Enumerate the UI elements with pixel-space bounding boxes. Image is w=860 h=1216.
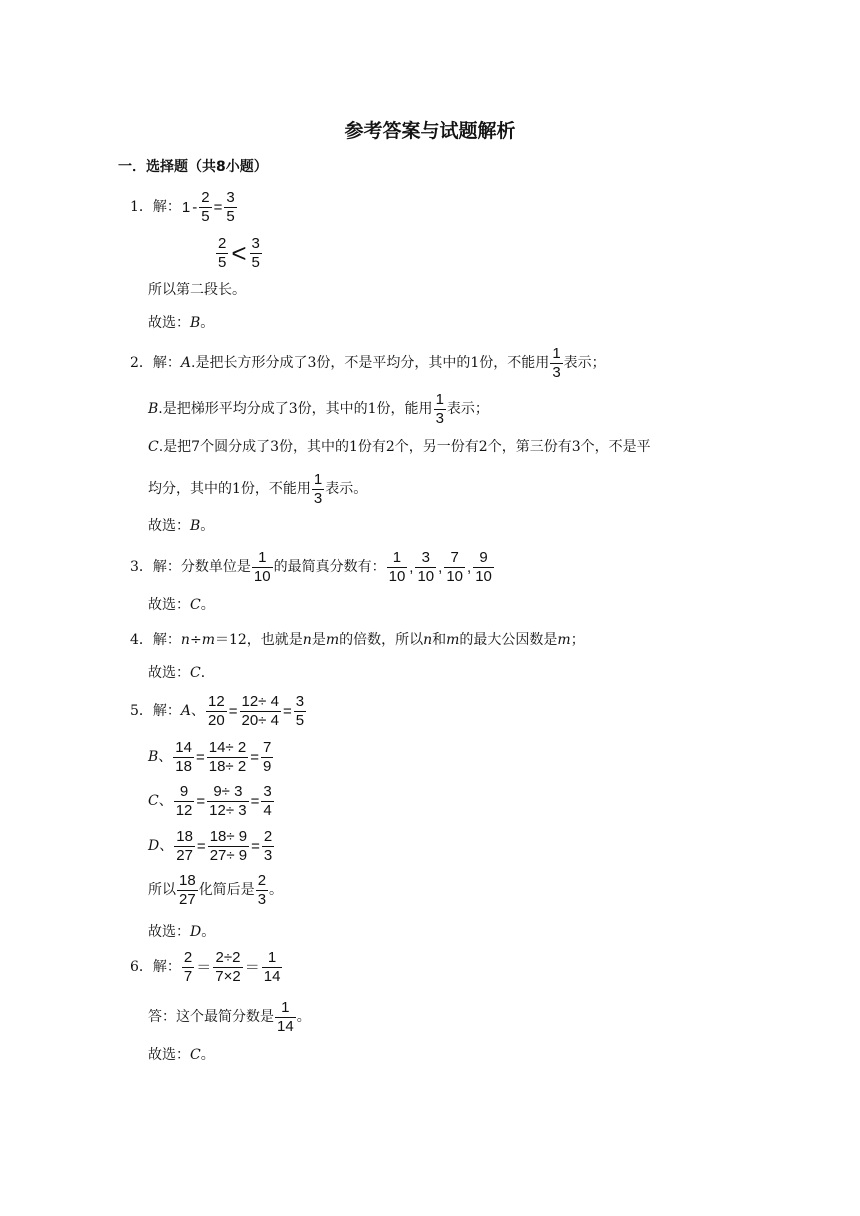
fraction: [250, 236, 262, 271]
inline-text: C: [148, 439, 159, 455]
inline-text: C: [190, 665, 201, 681]
fraction: [224, 190, 236, 225]
fraction: [199, 190, 211, 225]
denominator: 7: [183, 967, 193, 985]
q2-line4: [148, 472, 367, 507]
inline-text: ,: [438, 558, 443, 576]
inline-text: 表示。: [325, 481, 368, 498]
numerator: 2: [183, 949, 193, 966]
denominator: 5: [218, 253, 227, 271]
denominator: 10: [253, 567, 271, 585]
numerator: 2÷2: [215, 949, 241, 966]
inline-text: 所以: [148, 882, 176, 899]
inline-text: =: [250, 748, 259, 766]
inline-text: D: [190, 924, 202, 940]
numerator: 7: [450, 549, 459, 566]
q5-answer: [148, 925, 215, 939]
q1-number: 1．解：: [130, 199, 181, 216]
inline-text: .是把长方形分成了3份，不是平均分，其中的1份，不能用: [191, 355, 550, 372]
numerator: 2: [201, 189, 210, 206]
inline-text: n: [180, 632, 190, 648]
inline-text: 故选：: [148, 315, 190, 331]
fraction: [262, 829, 274, 864]
numerator: 18: [179, 872, 196, 889]
inline-text: =: [228, 702, 238, 720]
q3-number: 3．解：: [130, 559, 181, 576]
inline-text: 分数单位是: [180, 559, 251, 576]
inline-text: D: [148, 838, 160, 855]
inline-text: .是把7个圆分成了3份，其中的1份有2个，另一份有2个，第三份有3个，不是平: [158, 439, 651, 455]
inline-text: 表示；: [563, 355, 606, 372]
numerator: 3: [421, 549, 430, 566]
denominator: 3: [435, 409, 444, 427]
inline-text: 1: [181, 198, 191, 216]
fraction: [256, 873, 268, 908]
inline-text: ＝12，也就是: [214, 632, 303, 648]
fraction: [252, 550, 273, 585]
denominator: 9: [262, 757, 272, 775]
inline-text: ,: [467, 558, 472, 576]
inline-text: =: [196, 837, 206, 855]
q6-answer: [148, 1048, 215, 1062]
denominator: 3: [263, 846, 273, 864]
less-than-sign: <: [231, 238, 247, 269]
fraction: [444, 550, 465, 585]
numerator: 9÷ 3: [213, 783, 243, 800]
q5-number: 5．解：: [130, 703, 181, 720]
numerator: 1: [552, 345, 561, 362]
denominator: 14: [277, 1017, 294, 1035]
denominator: 5: [201, 207, 210, 225]
numerator: 12÷ 4: [241, 693, 279, 710]
inline-text: 故选：: [148, 518, 190, 534]
q1-answer: [148, 316, 214, 330]
inline-text: m: [201, 632, 215, 648]
inline-text: 。: [200, 518, 215, 534]
fraction: [387, 550, 408, 585]
numerator: 9: [179, 783, 189, 800]
inline-text: 、: [159, 838, 174, 855]
numerator: 18: [176, 828, 193, 845]
denominator: 10: [388, 567, 406, 585]
q5-row-d: [148, 829, 275, 864]
fraction: [415, 550, 436, 585]
inline-text: ．: [200, 665, 215, 681]
denominator: 10: [475, 567, 492, 585]
numerator: 2: [263, 828, 273, 845]
inline-text: B: [190, 518, 201, 534]
denominator: 14: [263, 967, 281, 985]
inline-text: m: [557, 632, 571, 648]
fraction: [174, 784, 195, 819]
q1-line1: [130, 190, 238, 225]
q5-row-b: [148, 740, 274, 775]
inline-text: ,: [409, 558, 414, 576]
fraction: [434, 392, 446, 427]
q6-conclusion: [148, 1000, 311, 1035]
inline-text: C: [190, 1047, 201, 1063]
inline-text: 故选：: [148, 597, 190, 613]
q5-row-c: [148, 784, 275, 819]
q4-number: 4．解：: [130, 632, 181, 648]
q1-line2: [215, 236, 263, 271]
q4-answer: [148, 666, 215, 680]
inline-text: 。: [296, 1009, 311, 1026]
fraction: [312, 472, 324, 507]
denominator: 27: [179, 890, 196, 908]
inline-text: =: [282, 702, 292, 720]
inline-text: 故选：: [148, 1047, 190, 1063]
denominator: 12÷ 3: [209, 801, 247, 819]
q3-answer: [148, 598, 215, 612]
q5-conclusion: [148, 873, 283, 908]
numerator: 1: [281, 999, 290, 1016]
numerator: 1: [392, 549, 402, 566]
numerator: 1: [258, 549, 267, 566]
inline-text: A: [180, 355, 192, 372]
inline-text: =: [196, 792, 206, 810]
fraction: [473, 550, 494, 585]
denominator: 7×2: [215, 967, 241, 985]
numerator: 1: [313, 471, 323, 488]
denominator: 20: [208, 711, 225, 729]
inline-text: 故选：: [148, 924, 190, 940]
q2-answer: [148, 519, 214, 533]
q1-line3: 所以第二段长。: [148, 282, 246, 298]
inline-text: 。: [200, 597, 215, 613]
denominator: 5: [251, 253, 260, 271]
q2-line2: [148, 392, 489, 427]
inline-text: n: [423, 632, 433, 648]
numerator: 7: [262, 739, 272, 756]
inline-text: 、: [158, 793, 173, 810]
inline-text: B: [190, 315, 201, 331]
q3-line1: [130, 550, 495, 585]
inline-text: 均分，其中的1份，不能用: [148, 481, 311, 498]
denominator: 10: [417, 567, 435, 585]
inline-text: =: [250, 792, 260, 810]
inline-text: n: [302, 632, 312, 648]
inline-text: m: [446, 632, 460, 648]
q2-line3: [148, 440, 651, 454]
inline-text: 的倍数，所以: [339, 632, 424, 648]
q2-number: 2．解：: [130, 355, 181, 372]
inline-text: 表示；: [446, 401, 489, 418]
inline-text: ；: [570, 632, 585, 648]
fraction: [206, 694, 227, 729]
denominator: 27÷ 9: [209, 846, 248, 864]
denominator: 20÷ 4: [241, 711, 279, 729]
inline-text: 。: [200, 315, 215, 331]
denominator: 10: [446, 567, 464, 585]
q6-line1: [130, 950, 283, 985]
inline-text: 和: [432, 632, 447, 648]
q2-line1: [130, 346, 606, 381]
denominator: 27: [176, 846, 193, 864]
numerator: 3: [295, 693, 305, 710]
numerator: 3: [263, 783, 272, 800]
numerator: 3: [226, 189, 235, 206]
numerator: 2: [218, 235, 227, 252]
numerator: 2: [257, 872, 267, 889]
fraction: [550, 346, 562, 381]
inline-text: 是: [311, 632, 326, 648]
fraction: [173, 740, 194, 775]
q4-line1: [130, 633, 585, 647]
numerator: 18÷ 9: [209, 828, 248, 845]
numerator: 12: [208, 693, 225, 710]
inline-text: .是把梯形平均分成了3份，其中的1份，能用: [158, 401, 433, 418]
inline-text: 的最大公因数是: [459, 632, 558, 648]
inline-text: 。: [269, 882, 284, 899]
numerator: 14: [175, 739, 192, 756]
denominator: 12: [175, 801, 193, 819]
fraction: [216, 236, 228, 271]
inline-text: ÷: [189, 632, 202, 648]
fraction: [208, 829, 249, 864]
numerator: 9: [479, 549, 488, 566]
inline-text: =: [213, 198, 223, 216]
fraction: [213, 950, 242, 985]
inline-text: ＝: [196, 958, 212, 976]
fraction: [174, 829, 195, 864]
inline-text: =: [251, 837, 260, 855]
inline-text: 。: [200, 1047, 215, 1063]
denominator: 18: [175, 757, 192, 775]
q6-number: 6．解：: [130, 959, 181, 976]
inline-text: 故选：: [148, 665, 190, 681]
inline-text: m: [325, 632, 340, 648]
denominator: 3: [552, 363, 561, 381]
denominator: 18÷ 2: [208, 757, 247, 775]
fraction: [261, 784, 273, 819]
inline-text: B: [148, 401, 159, 418]
fraction: [262, 950, 283, 985]
inline-text: C: [148, 793, 159, 810]
denominator: 3: [313, 489, 323, 507]
inline-text: 、: [191, 703, 206, 720]
fraction: [275, 1000, 296, 1035]
q5-row-a: [130, 694, 307, 729]
numerator: 1: [435, 391, 444, 408]
section-heading: 一．选择题（共8小题）: [118, 159, 268, 175]
inline-text: ＝: [244, 958, 260, 976]
denominator: 4: [263, 801, 272, 819]
inline-text: B: [148, 749, 159, 766]
denominator: 5: [295, 711, 305, 729]
inline-text: =: [195, 748, 205, 766]
inline-text: 。: [201, 924, 216, 940]
denominator: 3: [257, 890, 267, 908]
denominator: 5: [226, 207, 235, 225]
inline-text: 化简后是: [198, 882, 255, 899]
fraction: [240, 694, 281, 729]
inline-text: 的最简真分数有：: [273, 559, 386, 576]
fraction: [207, 784, 248, 819]
inline-text: 答：这个最简分数是: [148, 1009, 274, 1026]
inline-text: A: [180, 703, 192, 720]
inline-text: C: [190, 597, 201, 613]
numerator: 14÷ 2: [208, 739, 247, 756]
numerator: 1: [267, 949, 277, 966]
fraction: [261, 740, 273, 775]
inline-text: -: [192, 198, 198, 216]
numerator: 3: [251, 235, 260, 252]
page-title: 参考答案与试题解析: [344, 120, 516, 142]
fraction: [177, 873, 198, 908]
fraction: [182, 950, 194, 985]
inline-text: 、: [158, 749, 173, 766]
fraction: [294, 694, 306, 729]
fraction: [207, 740, 248, 775]
